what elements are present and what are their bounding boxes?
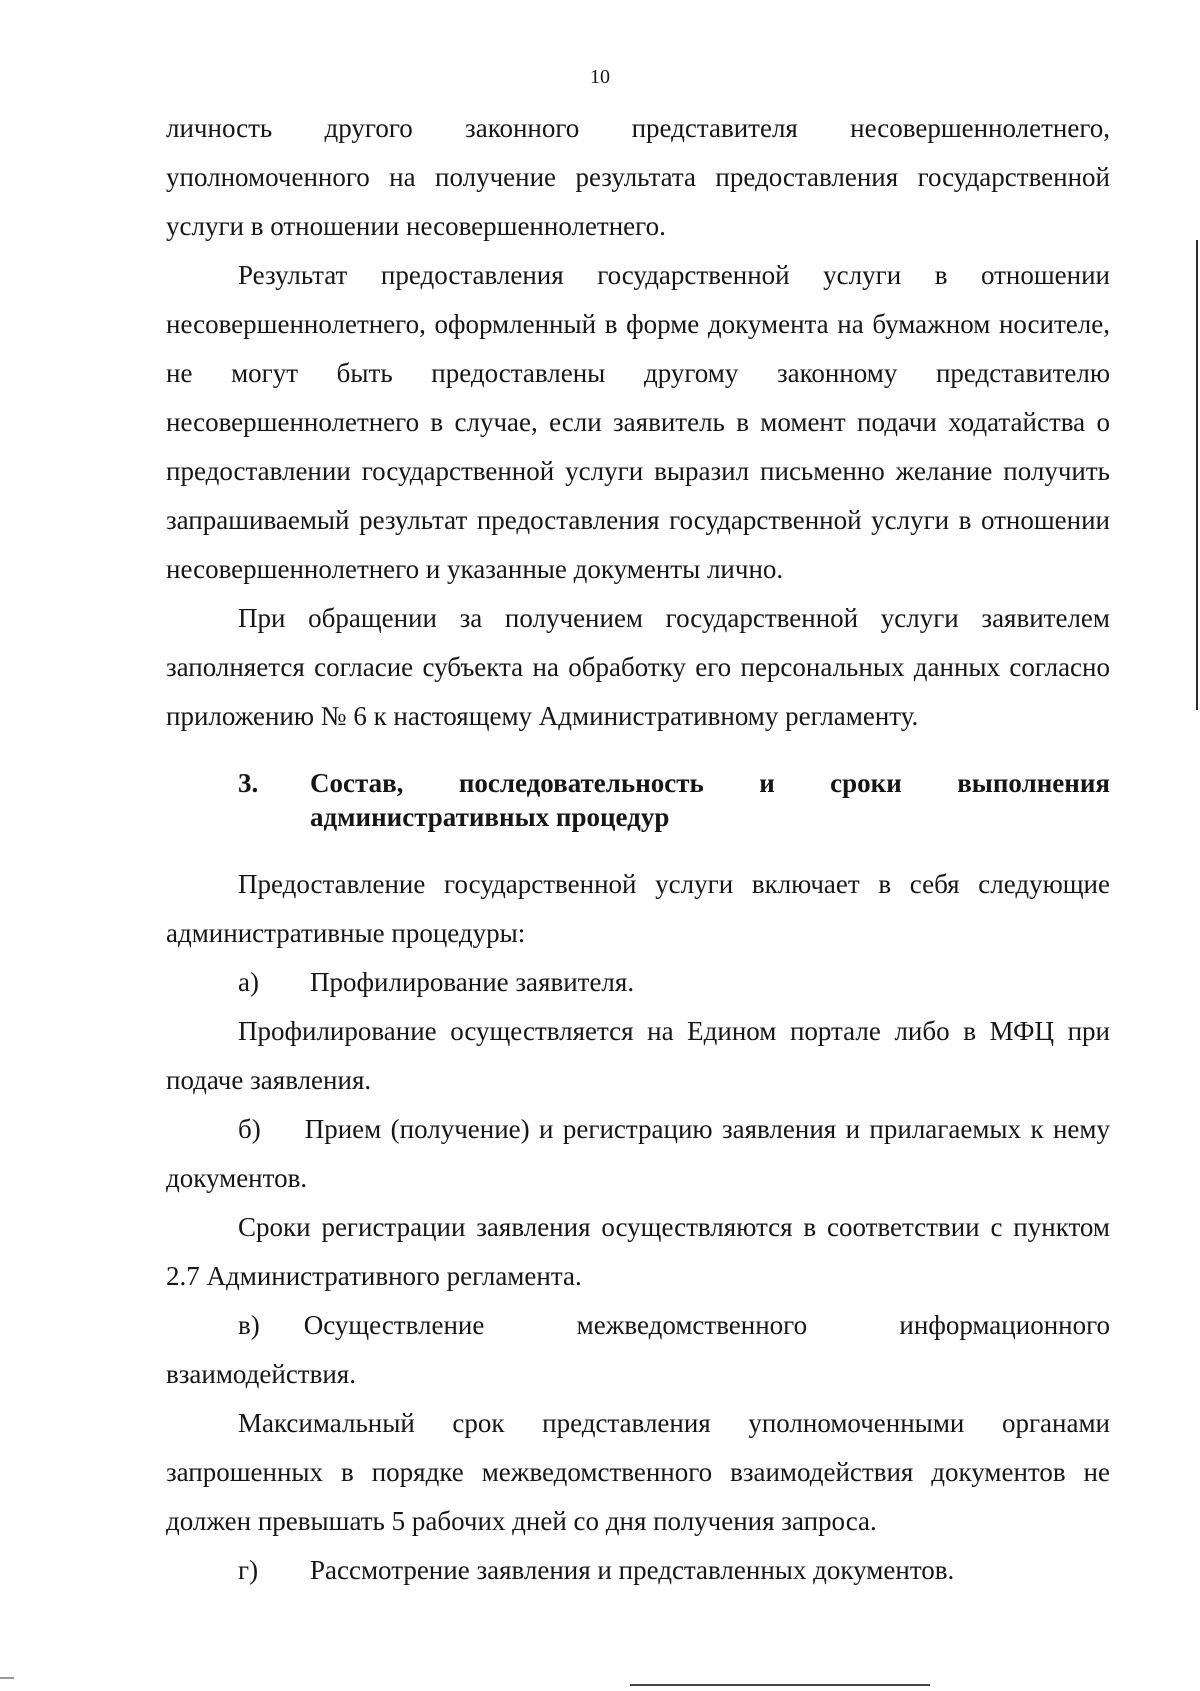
item-text: Рассмотрение заявления и представленных документов.	[310, 1555, 955, 1585]
section-title: Состав, последовательность и сроки выполнения административных процедур	[310, 768, 1110, 832]
procedure-item-b	[166, 1105, 1110, 1203]
procedure-item-v	[166, 1301, 1110, 1399]
scan-edge-bottom	[630, 1684, 930, 1686]
document-body	[166, 104, 1110, 1595]
note-profiling: Профилирование осуществляется на Едином портале либо в МФЦ при подаче заявления.	[166, 1016, 1110, 1095]
section-number: 3.	[238, 768, 259, 798]
paragraph-representative: личность другого законного представителя несовершеннолетнего, уполномоченного на получение результата предоставления государственной услуги в отношении несовершеннолетнего.	[166, 113, 1110, 241]
note-max-term: Максимальный срок представления уполномоченными органами запрошенных в порядке межведомственного взаимодействия документов не должен превышать 5 рабочих дней со дня получения запроса.	[166, 1408, 1110, 1536]
procedure-item-a	[166, 958, 1110, 1007]
scan-edge-left	[0, 1677, 14, 1679]
item-text: Профилирование заявителя.	[310, 967, 635, 997]
item-text: Прием (получение) и регистрацию заявления и прилагаемых к нему документов.	[166, 1114, 1110, 1193]
procedure-item-g	[166, 1546, 1110, 1595]
scan-edge-right	[1196, 240, 1198, 710]
item-marker: а)	[238, 967, 259, 997]
note-registration-terms: Сроки регистрации заявления осуществляются в соответствии с пунктом 2.7 Административного регламента.	[166, 1212, 1110, 1291]
item-text: Осуществление межведомственного информационного взаимодействия.	[166, 1310, 1110, 1389]
item-marker: в)	[238, 1310, 260, 1340]
item-marker: г)	[238, 1555, 259, 1585]
paragraph-personal-data-consent: При обращении за получением государственной услуги заявителем заполняется согласие субъекта на обработку его персональных данных согласно приложению № 6 к настоящему Административному регламенту.	[166, 603, 1110, 731]
paragraph-result-delivery: Результат предоставления государственной услуги в отношении несовершеннолетнего, оформленный в форме документа на бумажном носителе, не могут быть предоставлены другому законному представителю несовершеннолетнего в случае, если заявитель в момент подачи ходатайства о предоставлении государственной услуги выразил письменно желание получить запрашиваемый результат предоставления государственной услуги в отношении несовершеннолетнего и указанные документы лично.	[166, 260, 1110, 584]
section-heading	[166, 766, 1110, 834]
section-intro: Предоставление государственной услуги включает в себя следующие административные процедуры:	[166, 869, 1110, 948]
page-number: 10	[590, 66, 610, 88]
item-marker: б)	[238, 1114, 261, 1144]
